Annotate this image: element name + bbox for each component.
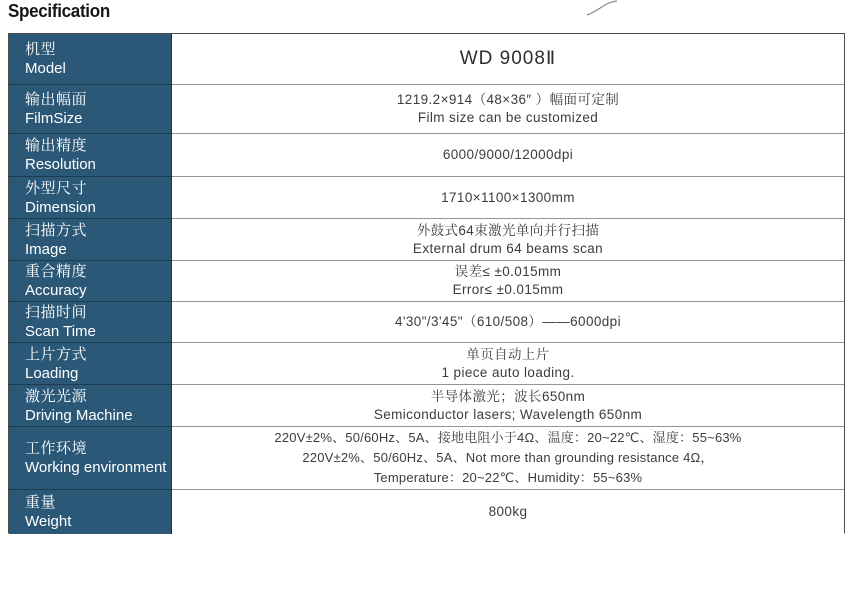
- row-label-filmsize: [9, 85, 172, 134]
- value-line: Temperature：20~22℃、Humidity：55~63%: [373, 470, 643, 485]
- row-label-loading: [9, 343, 172, 385]
- row-label-accuracy: [9, 261, 172, 302]
- specification-table: [8, 33, 845, 533]
- value-line: 1 piece auto loading.: [441, 364, 575, 380]
- row-label-working-environment: [9, 427, 172, 490]
- row-value-accuracy: [172, 261, 844, 302]
- value-line: 单页自动上片: [466, 346, 550, 362]
- label-zh: 输出幅面: [25, 91, 88, 108]
- row-label-driving-machine: [9, 385, 172, 427]
- label-zh: 上片方式: [25, 345, 88, 363]
- row-label-weight: [9, 490, 172, 534]
- value-line: 220V±2%、50/60Hz、5A、接地电阻小于4Ω、温度：20~22℃、湿度：55~63%: [274, 430, 742, 445]
- label-zh: 工作环境: [25, 440, 88, 457]
- label-zh: 激光光源: [25, 387, 88, 405]
- row-value-model: [172, 34, 844, 85]
- label-en: Loading: [25, 364, 79, 382]
- value-line: Film size can be customized: [417, 110, 599, 125]
- row-value-image: [172, 219, 844, 261]
- value-line: 6000/9000/12000dpi: [442, 147, 574, 162]
- label-en: Dimension: [25, 198, 96, 216]
- row-value-loading: [172, 343, 844, 385]
- label-zh: 扫描时间: [25, 304, 88, 321]
- page-title: Specification: [8, 1, 110, 22]
- row-value-dimension: [172, 177, 844, 219]
- row-value-filmsize: [172, 85, 844, 134]
- row-label-resolution: [9, 134, 172, 177]
- row-value-weight: [172, 490, 844, 534]
- label-en: Resolution: [25, 156, 96, 173]
- label-zh: 重合精度: [25, 263, 88, 280]
- row-value-resolution: [172, 134, 844, 177]
- value-line: 800kg: [488, 504, 528, 519]
- label-en: Scan Time: [25, 323, 96, 340]
- value-line: Error≤ ±0.015mm: [452, 282, 564, 297]
- label-en: Image: [25, 240, 67, 258]
- value-line: Semiconductor lasers; Wavelength 650nm: [373, 406, 643, 422]
- row-value-working-environment: [172, 427, 844, 490]
- label-en: Working environment: [25, 459, 167, 476]
- value-line: 外鼓式64束激光单向并行扫描: [416, 222, 600, 238]
- row-label-dimension: [9, 177, 172, 219]
- value-line: 4'30"/3'45"（610/508）——6000dpi: [395, 314, 621, 329]
- label-en: Model: [25, 60, 66, 77]
- label-zh: 输出精度: [25, 137, 88, 154]
- value-line: 220V±2%、50/60Hz、5A、Not more than grounding resistance 4Ω，: [302, 450, 714, 465]
- label-zh: 扫描方式: [25, 221, 88, 239]
- value-line: 误差≤ ±0.015mm: [454, 264, 562, 279]
- value-line: WD 9008Ⅱ: [459, 48, 557, 69]
- row-label-scan-time: [9, 302, 172, 343]
- value-line: 半导体激光；波长650nm: [430, 388, 586, 404]
- value-line: 1710×1100×1300mm: [441, 189, 575, 205]
- value-line: 1219.2×914（48×36″ ）幅面可定制: [396, 92, 620, 107]
- label-zh: 外型尺寸: [25, 179, 88, 197]
- label-en: Accuracy: [25, 282, 87, 299]
- value-line: External drum 64 beams scan: [412, 240, 604, 256]
- row-value-scan-time: [172, 302, 844, 343]
- decorative-curve-mark: [583, 0, 627, 16]
- label-en: Driving Machine: [25, 406, 133, 424]
- label-zh: 机型: [25, 41, 57, 58]
- row-value-driving-machine: [172, 385, 844, 427]
- row-label-image: [9, 219, 172, 261]
- row-label-model: [9, 34, 172, 85]
- label-zh: 重量: [25, 494, 57, 511]
- label-en: FilmSize: [25, 110, 83, 127]
- label-en: Weight: [25, 513, 72, 530]
